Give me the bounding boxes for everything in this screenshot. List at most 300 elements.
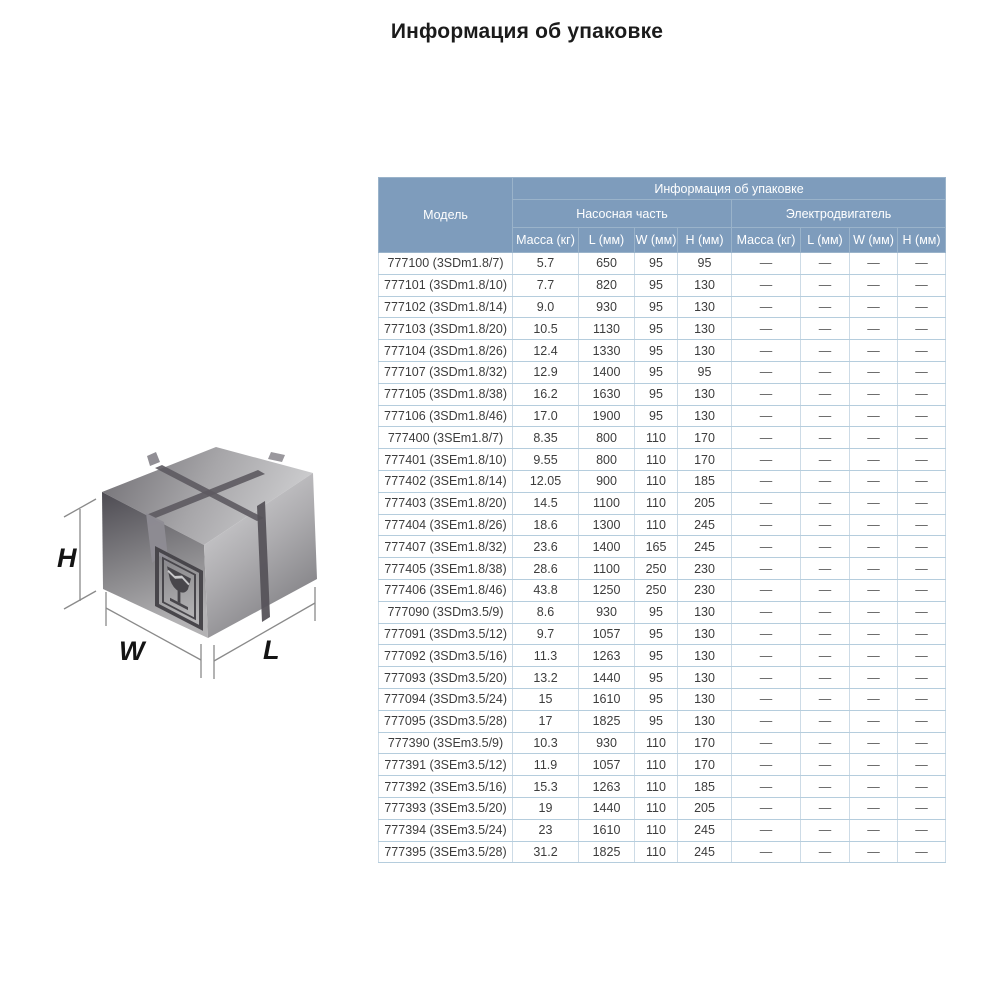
value-cell: 245 [678, 514, 732, 536]
value-cell: 95 [635, 253, 678, 275]
table-row [379, 776, 946, 798]
column-header-pump-w: W (мм) [635, 228, 678, 253]
table-row [379, 601, 946, 623]
value-cell: — [850, 776, 898, 798]
value-cell: 16.2 [513, 383, 579, 405]
header-group-packaging-info: Информация об упаковке [513, 178, 946, 200]
column-header-pump-h: H (мм) [678, 228, 732, 253]
value-cell: 95 [635, 688, 678, 710]
value-cell: — [732, 776, 801, 798]
value-cell: — [801, 340, 850, 362]
value-cell: — [732, 645, 801, 667]
table-row [379, 797, 946, 819]
value-cell: 43.8 [513, 579, 579, 601]
table-row [379, 405, 946, 427]
value-cell: 110 [635, 427, 678, 449]
value-cell: — [732, 732, 801, 754]
value-cell: — [732, 470, 801, 492]
value-cell: 7.7 [513, 274, 579, 296]
value-cell: 800 [579, 449, 635, 471]
value-cell: 8.35 [513, 427, 579, 449]
value-cell: 95 [635, 318, 678, 340]
table-row [379, 449, 946, 471]
model-cell: 777100 (3SDm1.8/7) [379, 253, 513, 275]
model-cell: 777392 (3SEm3.5/16) [379, 776, 513, 798]
value-cell: — [732, 688, 801, 710]
value-cell: — [732, 318, 801, 340]
value-cell: 230 [678, 558, 732, 580]
value-cell: — [898, 776, 946, 798]
value-cell: 165 [635, 536, 678, 558]
value-cell: 130 [678, 383, 732, 405]
value-cell: 14.5 [513, 492, 579, 514]
value-cell: 130 [678, 667, 732, 689]
value-cell: — [801, 797, 850, 819]
value-cell: 13.2 [513, 667, 579, 689]
value-cell: 1263 [579, 776, 635, 798]
value-cell: — [898, 514, 946, 536]
table-row [379, 819, 946, 841]
value-cell: — [801, 427, 850, 449]
box-strap-tab-right [268, 452, 285, 462]
box-strap-tab-back [147, 452, 160, 466]
value-cell: 130 [678, 340, 732, 362]
value-cell: 1057 [579, 623, 635, 645]
value-cell: — [801, 361, 850, 383]
table-row [379, 688, 946, 710]
table-row [379, 558, 946, 580]
value-cell: 95 [635, 601, 678, 623]
value-cell: 1825 [579, 710, 635, 732]
value-cell: — [850, 579, 898, 601]
value-cell: 1400 [579, 361, 635, 383]
value-cell: — [732, 819, 801, 841]
value-cell: — [732, 579, 801, 601]
value-cell: 95 [635, 361, 678, 383]
table-row [379, 754, 946, 776]
value-cell: — [898, 667, 946, 689]
value-cell: — [898, 754, 946, 776]
value-cell: 930 [579, 296, 635, 318]
value-cell: — [898, 841, 946, 863]
model-cell: 777400 (3SEm1.8/7) [379, 427, 513, 449]
model-cell: 777403 (3SEm1.8/20) [379, 492, 513, 514]
value-cell: 1610 [579, 819, 635, 841]
table-row [379, 645, 946, 667]
value-cell: — [732, 514, 801, 536]
value-cell: — [898, 492, 946, 514]
value-cell: — [850, 819, 898, 841]
dimension-h-label: H [57, 543, 77, 573]
value-cell: 110 [635, 754, 678, 776]
model-cell: 777391 (3SEm3.5/12) [379, 754, 513, 776]
value-cell: — [801, 449, 850, 471]
value-cell: — [801, 645, 850, 667]
table-header [379, 178, 946, 253]
value-cell: 230 [678, 579, 732, 601]
value-cell: 95 [635, 623, 678, 645]
value-cell: 1250 [579, 579, 635, 601]
value-cell: — [732, 361, 801, 383]
value-cell: 10.5 [513, 318, 579, 340]
value-cell: 170 [678, 732, 732, 754]
value-cell: — [898, 296, 946, 318]
value-cell: — [801, 558, 850, 580]
value-cell: — [850, 470, 898, 492]
value-cell: — [850, 623, 898, 645]
value-cell: 1400 [579, 536, 635, 558]
value-cell: 185 [678, 470, 732, 492]
value-cell: — [732, 601, 801, 623]
value-cell: 130 [678, 688, 732, 710]
model-cell: 777404 (3SEm1.8/26) [379, 514, 513, 536]
column-header-model: Модель [379, 178, 513, 253]
value-cell: 130 [678, 318, 732, 340]
table-row [379, 318, 946, 340]
value-cell: — [850, 274, 898, 296]
value-cell: 9.55 [513, 449, 579, 471]
value-cell: — [732, 623, 801, 645]
value-cell: — [801, 710, 850, 732]
value-cell: — [850, 732, 898, 754]
value-cell: — [850, 754, 898, 776]
value-cell: — [732, 710, 801, 732]
value-cell: — [898, 318, 946, 340]
table-row [379, 623, 946, 645]
column-header-motor-mass: Масса (кг) [732, 228, 801, 253]
value-cell: — [732, 253, 801, 275]
value-cell: 15.3 [513, 776, 579, 798]
value-cell: 170 [678, 449, 732, 471]
value-cell: 205 [678, 492, 732, 514]
value-cell: 1100 [579, 492, 635, 514]
value-cell: 245 [678, 536, 732, 558]
value-cell: — [898, 253, 946, 275]
value-cell: — [801, 754, 850, 776]
model-cell: 777401 (3SEm1.8/10) [379, 449, 513, 471]
value-cell: — [850, 405, 898, 427]
model-cell: 777105 (3SDm1.8/38) [379, 383, 513, 405]
value-cell: — [801, 819, 850, 841]
value-cell: 110 [635, 514, 678, 536]
value-cell: 205 [678, 797, 732, 819]
value-cell: 95 [635, 667, 678, 689]
value-cell: — [898, 797, 946, 819]
value-cell: 95 [678, 361, 732, 383]
value-cell: — [801, 623, 850, 645]
table-row [379, 361, 946, 383]
value-cell: — [898, 558, 946, 580]
value-cell: — [732, 754, 801, 776]
value-cell: — [850, 253, 898, 275]
value-cell: — [898, 361, 946, 383]
column-header-motor-w: W (мм) [850, 228, 898, 253]
value-cell: — [898, 274, 946, 296]
value-cell: — [850, 710, 898, 732]
value-cell: 1300 [579, 514, 635, 536]
value-cell: 130 [678, 710, 732, 732]
value-cell: 11.3 [513, 645, 579, 667]
table-row [379, 841, 946, 863]
value-cell: 170 [678, 754, 732, 776]
table-row [379, 274, 946, 296]
value-cell: 900 [579, 470, 635, 492]
table-row [379, 492, 946, 514]
table-row [379, 296, 946, 318]
table-row [379, 579, 946, 601]
value-cell: — [801, 383, 850, 405]
model-cell: 777393 (3SEm3.5/20) [379, 797, 513, 819]
model-cell: 777091 (3SDm3.5/12) [379, 623, 513, 645]
value-cell: 170 [678, 427, 732, 449]
model-cell: 777103 (3SDm1.8/20) [379, 318, 513, 340]
value-cell: — [850, 340, 898, 362]
value-cell: — [801, 405, 850, 427]
value-cell: 1263 [579, 645, 635, 667]
value-cell: — [898, 579, 946, 601]
value-cell: — [801, 274, 850, 296]
value-cell: — [898, 732, 946, 754]
value-cell: — [732, 797, 801, 819]
value-cell: 110 [635, 819, 678, 841]
value-cell: — [801, 601, 850, 623]
value-cell: — [850, 601, 898, 623]
value-cell: — [898, 623, 946, 645]
model-cell: 777405 (3SEm1.8/38) [379, 558, 513, 580]
table-row [379, 253, 946, 275]
value-cell: — [801, 667, 850, 689]
value-cell: 12.05 [513, 470, 579, 492]
value-cell: — [898, 536, 946, 558]
value-cell: — [898, 340, 946, 362]
value-cell: 1130 [579, 318, 635, 340]
value-cell: 1825 [579, 841, 635, 863]
column-header-motor-h: H (мм) [898, 228, 946, 253]
value-cell: 28.6 [513, 558, 579, 580]
value-cell: — [732, 383, 801, 405]
model-cell: 777093 (3SDm3.5/20) [379, 667, 513, 689]
value-cell: — [732, 841, 801, 863]
value-cell: — [898, 688, 946, 710]
value-cell: — [801, 318, 850, 340]
value-cell: 110 [635, 492, 678, 514]
table-row [379, 514, 946, 536]
value-cell: 110 [635, 776, 678, 798]
value-cell: — [850, 558, 898, 580]
value-cell: — [801, 688, 850, 710]
value-cell: 1440 [579, 797, 635, 819]
value-cell: 95 [635, 383, 678, 405]
value-cell: — [898, 645, 946, 667]
table-row [379, 732, 946, 754]
value-cell: 930 [579, 732, 635, 754]
table-row [379, 667, 946, 689]
value-cell: — [850, 492, 898, 514]
value-cell: — [850, 797, 898, 819]
table-row [379, 470, 946, 492]
value-cell: 1900 [579, 405, 635, 427]
value-cell: 130 [678, 623, 732, 645]
packaging-table [378, 177, 945, 863]
model-cell: 777407 (3SEm1.8/32) [379, 536, 513, 558]
value-cell: — [898, 383, 946, 405]
value-cell: 250 [635, 558, 678, 580]
model-cell: 777092 (3SDm3.5/16) [379, 645, 513, 667]
value-cell: — [732, 667, 801, 689]
value-cell: 110 [635, 732, 678, 754]
value-cell: — [801, 776, 850, 798]
table-row [379, 427, 946, 449]
value-cell: 95 [635, 710, 678, 732]
value-cell: — [850, 361, 898, 383]
value-cell: 250 [635, 579, 678, 601]
value-cell: 11.9 [513, 754, 579, 776]
dimension-l-label: L [263, 635, 280, 665]
value-cell: 15 [513, 688, 579, 710]
value-cell: 930 [579, 601, 635, 623]
dimension-w-label: W [119, 636, 145, 666]
table-row [379, 536, 946, 558]
value-cell: — [801, 296, 850, 318]
value-cell: 800 [579, 427, 635, 449]
model-cell: 777107 (3SDm1.8/32) [379, 361, 513, 383]
column-header-pump-mass: Масса (кг) [513, 228, 579, 253]
value-cell: — [801, 732, 850, 754]
value-cell: 17.0 [513, 405, 579, 427]
value-cell: 245 [678, 819, 732, 841]
value-cell: 820 [579, 274, 635, 296]
value-cell: — [801, 253, 850, 275]
value-cell: 130 [678, 601, 732, 623]
header-group-pump-part: Насосная часть [513, 200, 732, 228]
value-cell: — [732, 296, 801, 318]
table-row [379, 710, 946, 732]
value-cell: 23.6 [513, 536, 579, 558]
value-cell: 17 [513, 710, 579, 732]
value-cell: 1330 [579, 340, 635, 362]
package-box-illustration [40, 420, 340, 710]
value-cell: 95 [635, 274, 678, 296]
value-cell: — [732, 492, 801, 514]
value-cell: — [801, 514, 850, 536]
value-cell: 9.7 [513, 623, 579, 645]
value-cell: — [850, 645, 898, 667]
value-cell: — [732, 536, 801, 558]
model-cell: 777102 (3SDm1.8/14) [379, 296, 513, 318]
model-cell: 777402 (3SEm1.8/14) [379, 470, 513, 492]
value-cell: — [801, 492, 850, 514]
value-cell: 130 [678, 405, 732, 427]
value-cell: — [801, 841, 850, 863]
value-cell: 130 [678, 274, 732, 296]
value-cell: — [732, 405, 801, 427]
value-cell: 1100 [579, 558, 635, 580]
value-cell: 95 [678, 253, 732, 275]
value-cell: 95 [635, 645, 678, 667]
table-row [379, 340, 946, 362]
table-row [379, 383, 946, 405]
model-cell: 777101 (3SDm1.8/10) [379, 274, 513, 296]
value-cell: — [850, 536, 898, 558]
model-cell: 777095 (3SDm3.5/28) [379, 710, 513, 732]
value-cell: 23 [513, 819, 579, 841]
value-cell: 110 [635, 449, 678, 471]
value-cell: 12.9 [513, 361, 579, 383]
column-header-motor-l: L (мм) [801, 228, 850, 253]
value-cell: 95 [635, 340, 678, 362]
value-cell: 650 [579, 253, 635, 275]
value-cell: — [801, 470, 850, 492]
value-cell: — [850, 449, 898, 471]
value-cell: 95 [635, 296, 678, 318]
value-cell: 19 [513, 797, 579, 819]
model-cell: 777094 (3SDm3.5/24) [379, 688, 513, 710]
model-cell: 777090 (3SDm3.5/9) [379, 601, 513, 623]
model-cell: 777106 (3SDm1.8/46) [379, 405, 513, 427]
value-cell: — [732, 274, 801, 296]
value-cell: — [850, 688, 898, 710]
value-cell: — [850, 667, 898, 689]
value-cell: — [850, 514, 898, 536]
value-cell: — [898, 470, 946, 492]
model-cell: 777395 (3SEm3.5/28) [379, 841, 513, 863]
table-body [379, 253, 946, 863]
model-cell: 777390 (3SEm3.5/9) [379, 732, 513, 754]
value-cell: — [801, 579, 850, 601]
value-cell: 18.6 [513, 514, 579, 536]
value-cell: — [850, 427, 898, 449]
value-cell: — [898, 405, 946, 427]
value-cell: 1057 [579, 754, 635, 776]
value-cell: 10.3 [513, 732, 579, 754]
value-cell: — [732, 340, 801, 362]
value-cell: 1630 [579, 383, 635, 405]
value-cell: — [898, 710, 946, 732]
value-cell: 130 [678, 296, 732, 318]
value-cell: 245 [678, 841, 732, 863]
value-cell: — [850, 318, 898, 340]
value-cell: 1440 [579, 667, 635, 689]
value-cell: 5.7 [513, 253, 579, 275]
value-cell: 8.6 [513, 601, 579, 623]
value-cell: 110 [635, 841, 678, 863]
value-cell: 185 [678, 776, 732, 798]
value-cell: — [898, 601, 946, 623]
value-cell: 110 [635, 470, 678, 492]
value-cell: — [732, 427, 801, 449]
value-cell: — [898, 427, 946, 449]
value-cell: 95 [635, 405, 678, 427]
value-cell: 130 [678, 645, 732, 667]
model-cell: 777394 (3SEm3.5/24) [379, 819, 513, 841]
model-cell: 777104 (3SDm1.8/26) [379, 340, 513, 362]
value-cell: — [898, 449, 946, 471]
value-cell: — [850, 841, 898, 863]
value-cell: — [732, 558, 801, 580]
value-cell: — [898, 819, 946, 841]
value-cell: — [801, 536, 850, 558]
value-cell: — [732, 449, 801, 471]
value-cell: — [850, 383, 898, 405]
column-header-pump-l: L (мм) [579, 228, 635, 253]
value-cell: 12.4 [513, 340, 579, 362]
value-cell: 9.0 [513, 296, 579, 318]
header-group-electric-motor: Электродвигатель [732, 200, 946, 228]
value-cell: — [850, 296, 898, 318]
value-cell: 31.2 [513, 841, 579, 863]
model-cell: 777406 (3SEm1.8/46) [379, 579, 513, 601]
page-title: Информация об упаковке [390, 20, 664, 43]
